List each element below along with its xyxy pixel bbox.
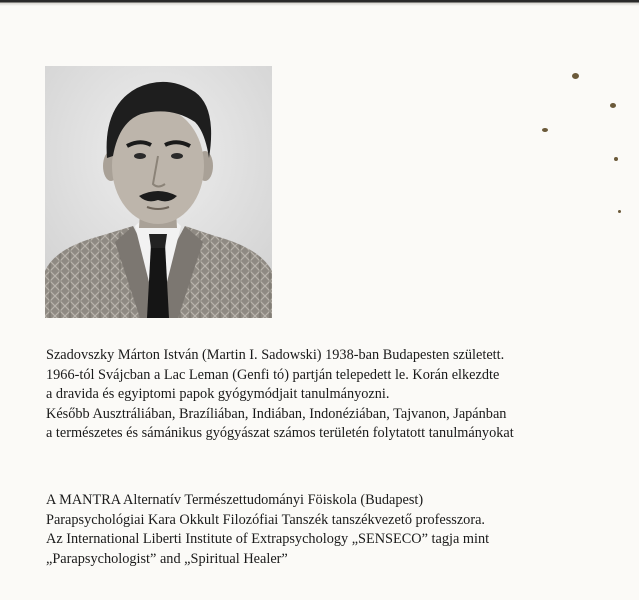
- biography-line: Később Ausztráliában, Brazíliában, Indiában, Indonéziában, Tajvanon, Japánban: [46, 405, 507, 422]
- paper-speck: [572, 73, 579, 79]
- paper-speck: [614, 157, 618, 161]
- paper-speck: [618, 210, 621, 213]
- biography-line: a természetes és sámánikus gyógyászat számos területén folytatott tanulmányokat: [46, 425, 514, 442]
- paper-speck: [542, 128, 548, 132]
- affiliation-line: A MANTRA Alternatív Természettudományi Föiskola (Budapest): [46, 492, 424, 508]
- affiliation-line: Parapsychológiai Kara Okkult Filozófiai Tanszék tanszékvezető professzora.: [46, 511, 486, 528]
- biography-line: Szadovszky Márton István (Martin I. Sadowski) 1938-ban Budapesten született.: [46, 347, 505, 363]
- biography-line: 1966-tól Svájcban a Lac Leman (Genfi tó) partján telepedett le. Korán elkezdte: [46, 366, 500, 383]
- biography-text: [46, 346, 639, 444]
- affiliation-line: Az International Liberti Institute of Extrapsychology „SENSECO” tagja mint: [46, 531, 490, 548]
- portrait-photo-icon: [45, 66, 272, 318]
- paper-speck: [610, 103, 616, 108]
- biography-line: a dravida és egyiptomi papok gyógymódjait tanulmányozni.: [46, 386, 390, 403]
- affiliation-line: „Parapsychologist” and „Spiritual Healer”: [46, 550, 288, 567]
- affiliation-text: [46, 491, 639, 569]
- page-top-edge: [0, 0, 639, 6]
- portrait-photo: [45, 66, 272, 318]
